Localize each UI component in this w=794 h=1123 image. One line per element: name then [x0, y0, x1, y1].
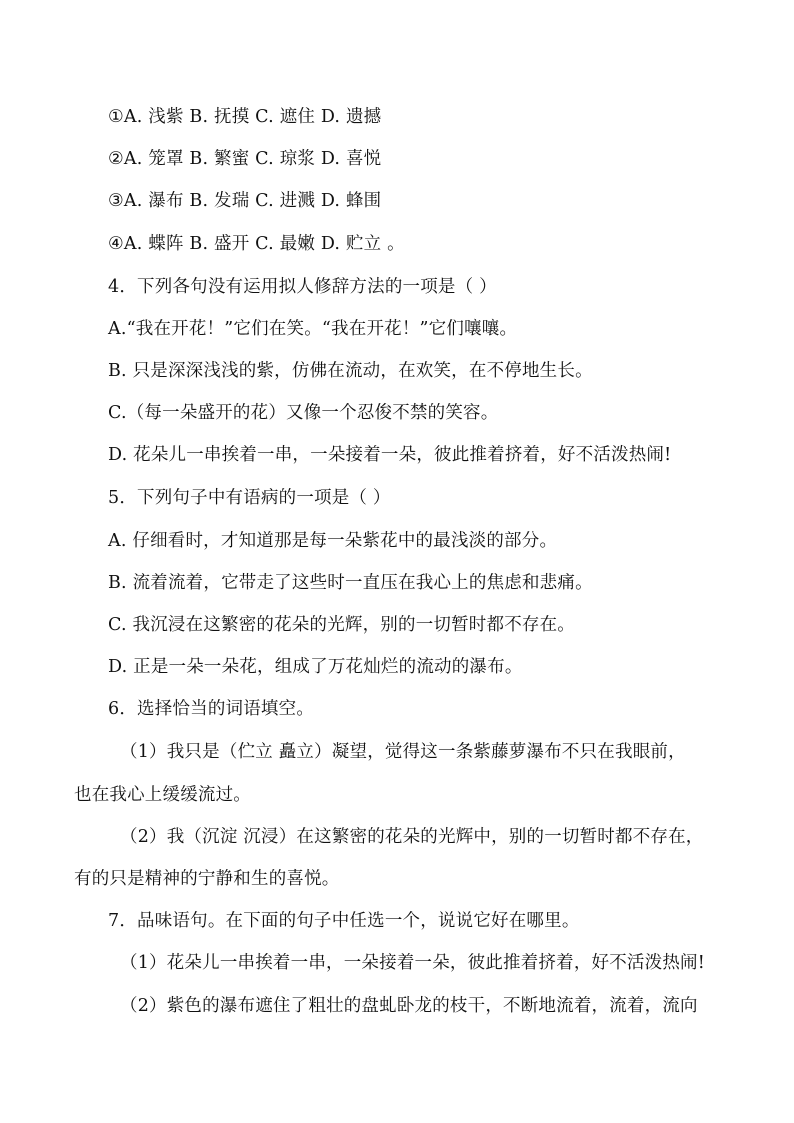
question-4-option-b: B. 只是深深浅浅的紫，仿佛在流动，在欢笑，在不停地生长。 [108, 361, 593, 381]
question-3-item-2: ②A. 笼罩 B. 繁蜜 C. 琼浆 D. 喜悦 [108, 149, 382, 169]
question-7-stem: 7．品味语句。在下面的句子中任选一个，说说它好在哪里。 [108, 911, 580, 931]
question-6-part-1-line-2: 也在我心上缓缓流过。 [74, 785, 251, 805]
question-5-stem: 5．下列句子中有语病的一项是（ ） [108, 488, 391, 508]
question-4-option-c: C.（每一朵盛开的花）又像一个忍俊不禁的笑容。 [108, 403, 499, 423]
question-6-part-2-line-1: （2）我（沉淀 沉浸）在这繁密的花朵的光辉中，别的一切暂时都不存在， [120, 827, 704, 847]
question-5-option-b: B. 流着流着，它带走了这些时一直压在我心上的焦虑和悲痛。 [108, 573, 593, 593]
question-5-option-d: D. 正是一朵一朵花，组成了万花灿烂的流动的瀑布。 [108, 657, 523, 677]
question-5-option-a: A. 仔细看时，才知道那是每一朵紫花中的最浅淡的部分。 [108, 531, 558, 551]
question-3-item-3: ③A. 瀑布 B. 发瑞 C. 进溅 D. 蜂围 [108, 191, 382, 211]
question-4-option-d: D. 花朵儿一串挨着一串，一朵接着一朵，彼此推着挤着，好不活泼热闹! [108, 445, 672, 465]
question-7-sentence-2: （2）紫色的瀑布遮住了粗壮的盘虬卧龙的枝干，不断地流着，流着，流向 [120, 996, 698, 1016]
question-3-item-4: ④A. 蝶阵 B. 盛开 C. 最嫩 D. 贮立 。 [108, 234, 405, 254]
question-6-stem: 6．选择恰当的词语填空。 [108, 699, 315, 719]
question-5-option-c: C. 我沉浸在这繁密的花朵的光辉，别的一切暂时都不存在。 [108, 615, 575, 635]
question-6-part-2-line-2: 有的只是精神的宁静和生的喜悦。 [74, 869, 340, 889]
question-4-option-a: A.“我在开花！”它们在笑。“我在开花！”它们嚷嚷。 [108, 319, 518, 339]
question-7-sentence-1: （1）花朵儿一串挨着一串，一朵接着一朵，彼此推着挤着，好不活泼热闹! [120, 953, 705, 973]
question-4-stem: 4．下列各句没有运用拟人修辞方法的一项是（ ） [108, 277, 497, 297]
question-3-item-1: ①A. 浅紫 B. 抚摸 C. 遮住 D. 遗撼 [108, 107, 382, 127]
question-6-part-1-line-1: （1）我只是（伫立 矗立）凝望，觉得这一条紫藤萝瀑布不只在我眼前， [120, 742, 686, 762]
